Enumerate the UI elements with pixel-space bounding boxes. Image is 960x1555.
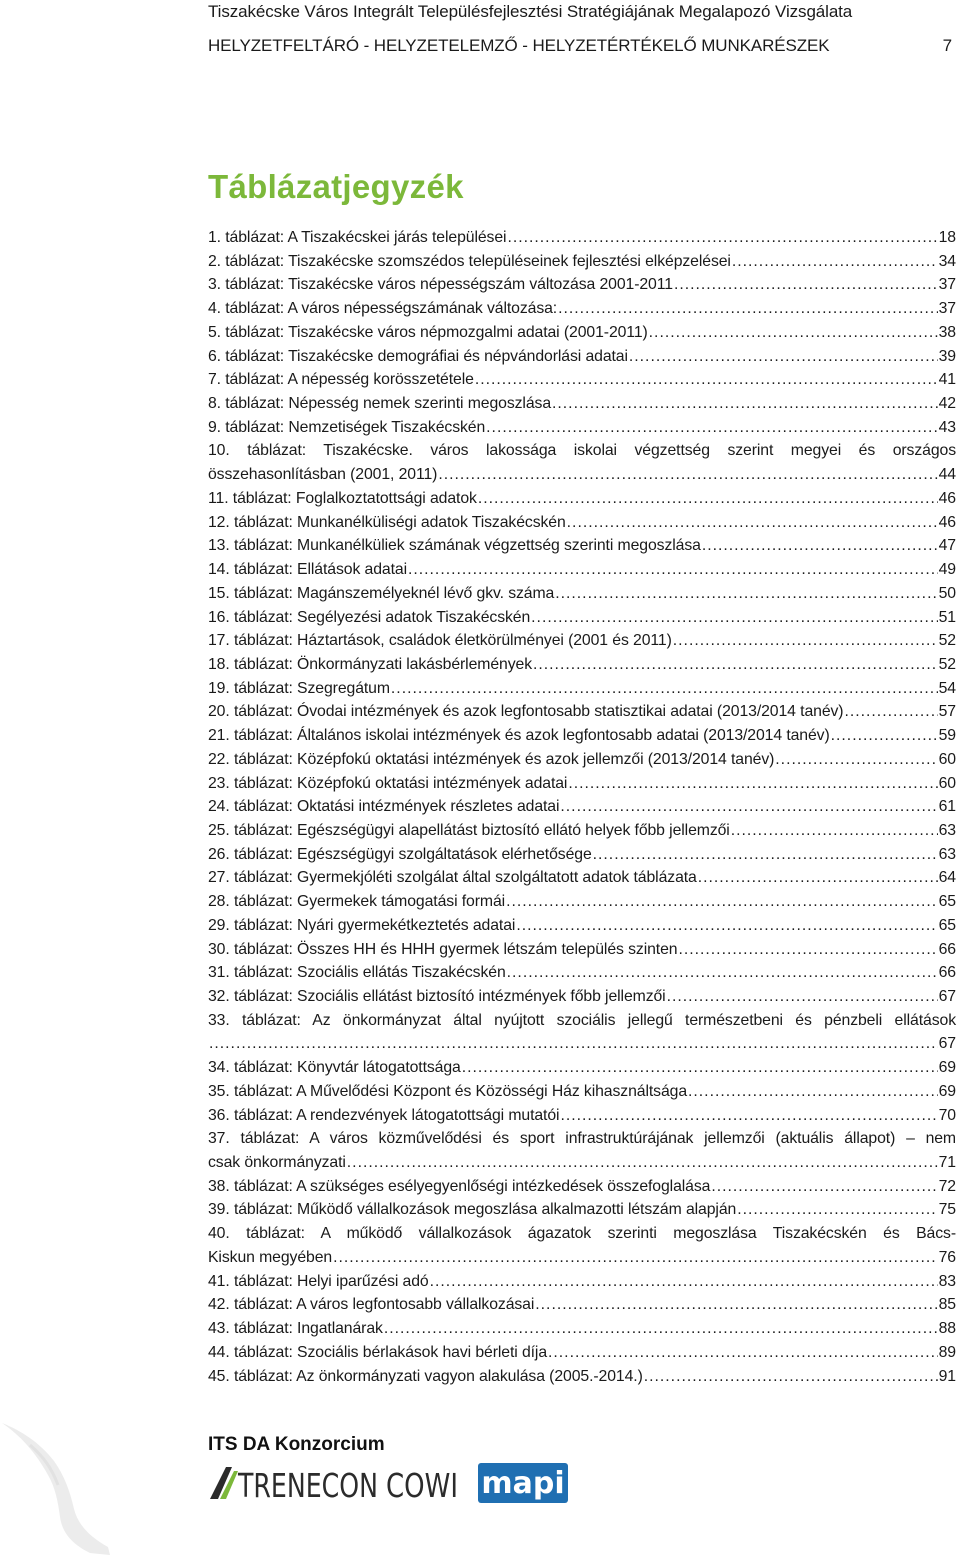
- toc-page-number: 89: [938, 1343, 956, 1361]
- toc-entry[interactable]: [208, 606, 956, 630]
- toc-entry-text: 29. táblázat: Nyári gyermekétkeztetés adatai: [208, 916, 516, 934]
- toc-leader-dots: [430, 1270, 938, 1294]
- toc-entry-text: 30. táblázat: Összes HH és HHH gyermek létszám település szinten: [208, 940, 678, 958]
- toc-entry[interactable]: [208, 582, 956, 606]
- toc-leader-dots: [702, 534, 938, 558]
- toc-entry-text: 16. táblázat: Segélyezési adatok Tiszakécskén: [208, 608, 531, 626]
- toc-leader-dots: [462, 1056, 938, 1080]
- toc-page-number: 50: [938, 584, 956, 602]
- toc-entry[interactable]: [208, 1032, 956, 1056]
- toc-entry[interactable]: [208, 321, 956, 345]
- toc-page-number: 65: [938, 893, 956, 911]
- toc-entry[interactable]: [208, 1317, 956, 1341]
- bird-watermark-icon: [0, 1405, 120, 1555]
- toc-leader-dots: [593, 843, 938, 867]
- toc-leader-dots: [506, 890, 938, 914]
- toc-leader-dots: [567, 511, 938, 535]
- toc-leader-dots: [507, 226, 937, 250]
- toc-page-number: 46: [938, 489, 956, 507]
- toc-page-number: 75: [938, 1201, 956, 1219]
- toc-leader-dots: [531, 606, 937, 630]
- toc-page-number: 65: [938, 916, 956, 934]
- toc-entry[interactable]: [208, 748, 956, 772]
- toc-entry[interactable]: [208, 368, 956, 392]
- toc-page-number: 85: [938, 1296, 956, 1314]
- toc-entry[interactable]: [208, 1080, 956, 1104]
- toc-page-number: 37: [938, 276, 956, 294]
- toc-entry[interactable]: [208, 416, 956, 440]
- toc-leader-dots: [737, 1198, 937, 1222]
- toc-entry-text: 28. táblázat: Gyermekek támogatási formái: [208, 893, 506, 911]
- toc-entry[interactable]: [208, 914, 956, 938]
- section-label: HELYZETFELTÁRÓ - HELYZETELEMZŐ - HELYZETÉRTÉKELŐ MUNKARÉSZEK: [208, 36, 830, 55]
- toc-page-number: 69: [938, 1082, 956, 1100]
- toc-entry[interactable]: [208, 226, 956, 250]
- toc-entry-text: csak önkormányzati: [208, 1154, 346, 1172]
- toc-page-number: 59: [938, 727, 956, 745]
- toc-entry[interactable]: [208, 1175, 956, 1199]
- toc-entry[interactable]: [208, 558, 956, 582]
- toc-entry[interactable]: [208, 961, 956, 985]
- toc-page-number: 42: [938, 395, 956, 413]
- toc-entry-text: 43. táblázat: Ingatlanárak: [208, 1320, 383, 1338]
- toc-entry[interactable]: [208, 843, 956, 867]
- toc-entry[interactable]: [208, 1056, 956, 1080]
- toc-entry[interactable]: [208, 297, 956, 321]
- toc-page-number: 46: [938, 513, 956, 531]
- table-of-contents: [208, 226, 956, 1388]
- toc-page-number: 66: [938, 940, 956, 958]
- toc-entry[interactable]: [208, 273, 956, 297]
- logo-cowi-text: COWI: [386, 1466, 458, 1503]
- toc-leader-dots: [384, 1317, 938, 1341]
- toc-leader-dots: [711, 1175, 937, 1199]
- toc-leader-dots: [831, 724, 938, 748]
- toc-entry-text: 17. táblázat: Háztartások, családok életkörülményei (2001 és 2011): [208, 632, 672, 650]
- consortium-name: ITS DA Konzorcium: [208, 1434, 385, 1455]
- toc-entry-text: 24. táblázat: Oktatási intézmények részletes adatai: [208, 798, 560, 816]
- toc-page-number: 76: [938, 1248, 956, 1266]
- toc-entry-text: 2. táblázat: Tiszakécske szomszédos településeinek fejlesztési elképzelései: [208, 252, 731, 270]
- toc-leader-dots: [438, 463, 937, 487]
- toc-leader-dots: [333, 1246, 938, 1270]
- toc-entry-text: 31. táblázat: Szociális ellátás Tiszakécskén: [208, 964, 506, 982]
- toc-leader-dots: [698, 866, 938, 890]
- toc-entry[interactable]: [208, 629, 956, 653]
- toc-entry[interactable]: [208, 392, 956, 416]
- toc-leader-dots: [558, 297, 938, 321]
- toc-leader-dots: [478, 487, 938, 511]
- toc-entry-text: 9. táblázat: Nemzetiségek Tiszakécskén: [208, 418, 486, 436]
- toc-page-number: 52: [938, 632, 956, 650]
- toc-leader-dots: [507, 961, 938, 985]
- toc-entry[interactable]: [208, 1151, 956, 1175]
- toc-entry[interactable]: [208, 866, 956, 890]
- toc-page-number: 38: [938, 323, 956, 341]
- toc-leader-dots: [775, 748, 937, 772]
- toc-entry-first-line: [208, 1009, 956, 1033]
- toc-leader-dots: [732, 250, 938, 274]
- toc-page-number: 88: [938, 1320, 956, 1338]
- toc-page-number: 71: [938, 1154, 956, 1172]
- mapi-logo: [478, 1463, 568, 1503]
- toc-leader-dots: [408, 558, 938, 582]
- toc-page-number: 41: [938, 371, 956, 389]
- toc-entry-text: 11. táblázat: Foglalkoztatottsági adatok: [208, 489, 477, 507]
- toc-entry-text: 1. táblázat: A Tiszakécskei járás települései: [208, 229, 507, 246]
- toc-leader-dots: [644, 1365, 938, 1389]
- trenecon-cowi-logo: [208, 1463, 468, 1503]
- toc-entry-text: 32. táblázat: Szociális ellátást biztosító intézmények főbb jellemzői: [208, 988, 666, 1005]
- toc-entry-text: 18. táblázat: Önkormányzati lakásbérlemények: [208, 655, 532, 673]
- toc-page-number: 54: [938, 679, 956, 697]
- toc-leader-dots: [673, 629, 938, 653]
- toc-page-number: 67: [938, 1035, 956, 1053]
- toc-entry[interactable]: [208, 511, 956, 535]
- toc-entry-text: 5. táblázat: Tiszakécske város népmozgalmi adatai (2001-2011): [208, 323, 648, 341]
- toc-entry-first-line: [208, 1127, 956, 1151]
- toc-entry-text: 35. táblázat: A Művelődési Központ és Közösségi Ház kihasználtsága: [208, 1082, 688, 1100]
- toc-entry-text: 26. táblázat: Egészségügyi szolgáltatások elérhetősége: [208, 845, 592, 863]
- toc-leader-dots: [555, 582, 937, 606]
- toc-leader-dots: [535, 1293, 937, 1317]
- toc-entry-text: 45. táblázat: Az önkormányzati vagyon alakulása (2005.-2014.): [208, 1367, 643, 1385]
- toc-leader-dots: [475, 368, 938, 392]
- toc-entry-text: 25. táblázat: Egészségügyi alapellátást biztosító ellátó helyek főbb jellemzői: [208, 821, 730, 839]
- toc-page-number: 70: [938, 1106, 956, 1124]
- logo-mapi-text: mapi: [481, 1466, 565, 1501]
- toc-page-number: 52: [938, 655, 956, 673]
- toc-entry-text: 27. táblázat: Gyermekjóléti szolgálat által szolgáltatott adatok táblázata: [208, 869, 697, 887]
- toc-entry[interactable]: [208, 724, 956, 748]
- logo-trenecon-text: TRENECON: [237, 1466, 378, 1503]
- toc-entry[interactable]: [208, 890, 956, 914]
- toc-entry-text: 19. táblázat: Szegregátum: [208, 679, 390, 697]
- toc-page-number: 18: [938, 229, 956, 246]
- toc-page-number: 39: [938, 347, 956, 365]
- toc-leader-dots: [516, 914, 937, 938]
- toc-leader-dots: [548, 1341, 938, 1365]
- toc-leader-dots: [844, 700, 937, 724]
- toc-entry[interactable]: [208, 1270, 956, 1294]
- toc-entry[interactable]: [208, 345, 956, 369]
- toc-entry-text: 41. táblázat: Helyi iparűzési adó: [208, 1272, 429, 1290]
- toc-entry[interactable]: [208, 938, 956, 962]
- toc-page-number: 69: [938, 1059, 956, 1077]
- toc-entry[interactable]: [208, 772, 956, 796]
- toc-entry[interactable]: [208, 1293, 956, 1317]
- toc-leader-dots: [649, 321, 938, 345]
- toc-entry[interactable]: [208, 1104, 956, 1128]
- toc-entry-text: 4. táblázat: A város népességszámának változása:: [208, 300, 558, 318]
- toc-entry-text: 33. táblázat: Az önkormányzat által nyújtott szociális jellegű természetbeni és pénzbeli ellátások: [208, 1011, 956, 1029]
- toc-page-number: 63: [938, 845, 956, 863]
- toc-entry-text: 10. táblázat: Tiszakécske. város lakossága iskolai végzettség szerint megyei és országos: [208, 442, 956, 460]
- toc-entry-first-line: [208, 1222, 956, 1246]
- toc-entry[interactable]: [208, 700, 956, 724]
- toc-leader-dots: [347, 1151, 938, 1175]
- toc-entry-text: 44. táblázat: Szociális bérlakások havi bérleti díja: [208, 1343, 548, 1361]
- toc-page-number: 83: [938, 1272, 956, 1290]
- toc-page-number: 44: [938, 466, 956, 484]
- toc-entry-text: Kiskun megyében: [208, 1248, 333, 1266]
- toc-entry-text: 20. táblázat: Óvodai intézmények és azok legfontosabb statisztikai adatai (2013/2014 tanév): [208, 703, 844, 721]
- toc-entry-text: 23. táblázat: Középfokú oktatási intézmények adatai: [208, 774, 568, 792]
- toc-page-number: 51: [938, 608, 956, 626]
- toc-page-number: 66: [938, 964, 956, 982]
- toc-entry-text: 34. táblázat: Könyvtár látogatottsága: [208, 1059, 461, 1077]
- toc-page-number: 63: [938, 821, 956, 839]
- toc-entry-text: 22. táblázat: Középfokú oktatási intézmények és azok jellemzői (2013/2014 tanév): [208, 750, 775, 768]
- toc-entry-text: 36. táblázat: A rendezvények látogatottsági mutatói: [208, 1106, 560, 1124]
- toc-entry[interactable]: [208, 653, 956, 677]
- toc-entry-text: 39. táblázat: Működő vállalkozások megoszlása alkalmazotti létszám alapján: [208, 1201, 737, 1219]
- toc-leader-dots: [688, 1080, 938, 1104]
- toc-page-number: 57: [938, 703, 956, 721]
- toc-page-number: 47: [938, 537, 956, 555]
- toc-page-number: 43: [938, 418, 956, 436]
- toc-leader-dots: [674, 273, 938, 297]
- toc-entry-text: 15. táblázat: Magánszemélyeknél lévő gkv. száma: [208, 584, 555, 602]
- toc-leader-dots: [560, 1104, 937, 1128]
- toc-entry[interactable]: [208, 250, 956, 274]
- toc-entry-text: 40. táblázat: A működő vállalkozások ágazatok szerinti megoszlása Tiszakécskén és Bács-: [208, 1225, 956, 1243]
- toc-entry-text: 14. táblázat: Ellátások adatai: [208, 561, 407, 579]
- toc-entry[interactable]: [208, 487, 956, 511]
- page-number: 7: [942, 36, 952, 55]
- toc-entry-text: 3. táblázat: Tiszakécske város népességszám változása 2001-2011: [208, 276, 673, 294]
- toc-entry-text: 7. táblázat: A népesség korösszetétele: [208, 371, 474, 389]
- toc-leader-dots: [486, 416, 937, 440]
- toc-entry-text: 38. táblázat: A szükséges esélyegyenlőségi intézkedések összefoglalása: [208, 1177, 711, 1195]
- toc-entry-text: összehasonlításban (2001, 2011): [208, 466, 438, 484]
- running-header-title: Tiszakécske Város Integrált Településfejlesztési Stratégiájának Megalapozó Vizsgálata: [208, 2, 853, 21]
- toc-entry-text: 21. táblázat: Általános iskolai intézmények és azok legfontosabb adatai (2013/2014 tanév): [208, 727, 830, 745]
- toc-entry[interactable]: [208, 1365, 956, 1389]
- page-title: Táblázatjegyzék: [208, 168, 464, 205]
- toc-entry[interactable]: [208, 985, 956, 1009]
- toc-page-number: 61: [938, 798, 956, 816]
- toc-leader-dots: [533, 653, 938, 677]
- toc-entry[interactable]: [208, 819, 956, 843]
- toc-page-number: 34: [938, 252, 956, 270]
- toc-page-number: 60: [938, 750, 956, 768]
- toc-entry[interactable]: [208, 795, 956, 819]
- toc-entry-first-line: [208, 439, 956, 463]
- toc-entry[interactable]: [208, 1198, 956, 1222]
- toc-leader-dots: [731, 819, 938, 843]
- toc-entry-text: 8. táblázat: Népesség nemek szerinti megoszlása: [208, 395, 552, 413]
- toc-page-number: 64: [938, 869, 956, 887]
- toc-entry-text: 37. táblázat: A város közművelődési és sport infrastruktúrájának jellemzői (aktuális állapot) – nem: [208, 1130, 956, 1148]
- toc-entry-text: 13. táblázat: Munkanélküliek számának végzettség szerinti megoszlása: [208, 537, 701, 555]
- toc-page-number: 49: [938, 561, 956, 579]
- toc-leader-dots: [568, 772, 937, 796]
- toc-leader-dots: [560, 795, 937, 819]
- toc-entry[interactable]: [208, 463, 956, 487]
- toc-page-number: 67: [938, 988, 956, 1005]
- toc-entry-text: 12. táblázat: Munkanélküliségi adatok Tiszakécskén: [208, 513, 566, 531]
- toc-entry[interactable]: [208, 677, 956, 701]
- toc-page-number: 60: [938, 774, 956, 792]
- toc-page-number: 91: [938, 1367, 956, 1385]
- toc-page-number: 37: [938, 300, 956, 318]
- toc-leader-dots: [678, 938, 937, 962]
- toc-entry[interactable]: [208, 1341, 956, 1365]
- toc-entry-text: 42. táblázat: A város legfontosabb vállalkozásai: [208, 1296, 535, 1314]
- toc-leader-dots: [667, 985, 938, 1009]
- toc-entry[interactable]: [208, 534, 956, 558]
- toc-leader-dots: [391, 677, 938, 701]
- toc-page-number: 72: [938, 1177, 956, 1195]
- toc-leader-dots: [552, 392, 938, 416]
- toc-leader-dots: [629, 345, 938, 369]
- toc-entry[interactable]: [208, 1246, 956, 1270]
- toc-entry-text: 6. táblázat: Tiszakécske demográfiai és népvándorlási adatai: [208, 347, 628, 365]
- toc-leader-dots: [209, 1032, 938, 1056]
- running-header-section: [208, 36, 952, 56]
